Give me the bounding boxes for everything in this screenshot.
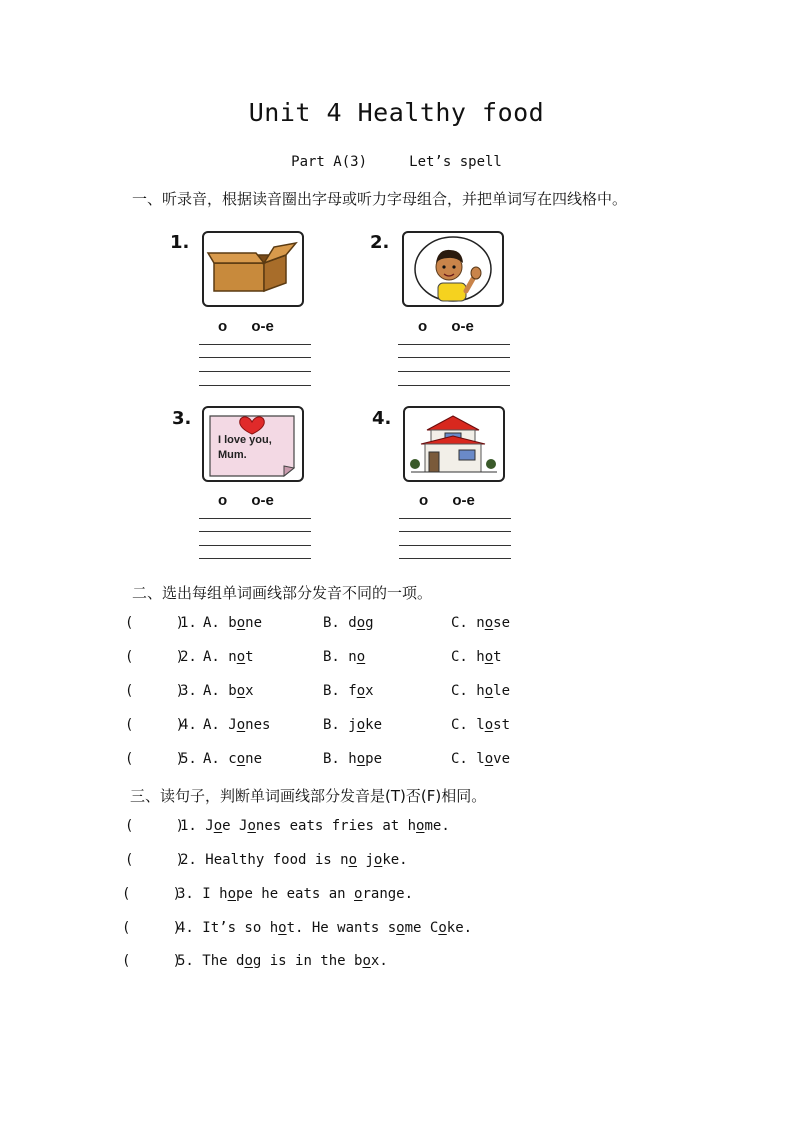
choice-b[interactable] <box>323 615 374 631</box>
boy-picture <box>402 231 504 307</box>
sentence-text: t. He wants s <box>286 920 397 936</box>
item4-option-oe[interactable]: o-e <box>452 492 475 509</box>
underlined-letter: o <box>236 683 246 699</box>
question-number: 3. <box>180 683 197 699</box>
underlined-letter: o <box>236 615 246 631</box>
sentence-text: pe he eats an <box>236 886 355 902</box>
underlined-letter: o <box>236 649 246 665</box>
underlined-letter: o <box>484 717 494 733</box>
choice-label: B. <box>323 683 349 699</box>
sentence-text: g is in the b <box>252 953 363 969</box>
choice-c[interactable] <box>451 751 510 767</box>
box-picture <box>202 231 304 307</box>
choice-a[interactable] <box>203 615 262 631</box>
item4-option-o[interactable]: o <box>419 492 429 509</box>
underlined-letter: o <box>356 717 366 733</box>
underlined-letter: o <box>278 920 287 936</box>
choice-word: no <box>348 649 366 665</box>
item3-option-o[interactable]: o <box>218 492 228 509</box>
section3-heading: 三、读句子，判断单词画线部分发音是(T)否(F)相同。 <box>130 787 487 805</box>
sentence <box>177 953 388 969</box>
choice-word: nose <box>476 615 511 631</box>
choice-a[interactable] <box>203 717 270 733</box>
underlined-letter: o <box>484 615 494 631</box>
sentence-text: j <box>357 852 374 868</box>
choice-a[interactable] <box>203 751 262 767</box>
note-text: I love you, Mum. <box>218 434 272 461</box>
underlined-letter: o <box>213 818 223 834</box>
answer-blank[interactable]: ( ) <box>125 615 185 631</box>
choice-c[interactable] <box>451 717 510 733</box>
sentence <box>177 886 413 902</box>
choice-word: hole <box>476 683 511 699</box>
question-number: 1. <box>180 615 197 631</box>
choice-a[interactable] <box>203 683 254 699</box>
choice-label: B. <box>323 751 349 767</box>
item4-number: 4. <box>372 408 392 429</box>
choice-label: A. <box>203 751 229 767</box>
answer-blank[interactable]: ( ) <box>125 751 185 767</box>
choice-word: love <box>476 751 511 767</box>
sentence-text: ke. <box>446 920 473 936</box>
section2-heading: 二、选出每组单词画线部分发音不同的一项。 <box>132 584 433 602</box>
underlined-letter: o <box>438 920 447 936</box>
house-picture <box>403 406 505 482</box>
choice-label: A. <box>203 615 229 631</box>
choice-label: A. <box>203 683 229 699</box>
underlined-letter: o <box>244 953 253 969</box>
sentence-text: 1. J <box>180 818 214 834</box>
underlined-letter: o <box>356 683 366 699</box>
choice-word: bone <box>228 615 263 631</box>
choice-label: B. <box>323 649 349 665</box>
sentence <box>180 818 450 834</box>
item2-number: 2. <box>370 232 390 253</box>
sentence-text: me C <box>404 920 439 936</box>
underlined-letter: o <box>416 818 425 834</box>
answer-blank[interactable]: ( ) <box>125 818 185 834</box>
choice-word: box <box>228 683 254 699</box>
choice-b[interactable] <box>323 649 365 665</box>
underlined-letter: o <box>484 683 494 699</box>
underlined-letter: o <box>354 886 363 902</box>
answer-blank[interactable]: ( ) <box>122 920 182 936</box>
underlined-letter: o <box>236 717 246 733</box>
choice-label: B. <box>323 615 349 631</box>
choice-label: C. <box>451 683 477 699</box>
sentence-text: ke. <box>382 852 408 868</box>
choice-word: not <box>228 649 254 665</box>
sentence <box>180 852 408 868</box>
underlined-letter: o <box>396 920 405 936</box>
choice-a[interactable] <box>203 649 254 665</box>
choice-b[interactable] <box>323 717 382 733</box>
box-icon <box>204 233 302 305</box>
answer-blank[interactable]: ( ) <box>122 886 182 902</box>
choice-word: Jones <box>228 717 271 733</box>
choice-c[interactable] <box>451 615 510 631</box>
underlined-letter: o <box>362 953 371 969</box>
choice-word: dog <box>348 615 374 631</box>
underlined-letter: o <box>484 649 494 665</box>
item3-option-oe[interactable]: o-e <box>251 492 274 509</box>
choice-label: C. <box>451 751 477 767</box>
choice-word: lost <box>476 717 511 733</box>
sentence-text: 4. It’s so h <box>177 920 279 936</box>
sentence-text: x. <box>370 953 388 969</box>
answer-blank[interactable]: ( ) <box>125 852 185 868</box>
choice-label: A. <box>203 649 229 665</box>
item3-number: 3. <box>172 408 192 429</box>
item1-option-oe[interactable]: o-e <box>251 318 274 335</box>
underlined-letter: o <box>356 649 366 665</box>
underlined-letter: o <box>373 852 383 868</box>
choice-c[interactable] <box>451 649 502 665</box>
item1-number: 1. <box>170 232 190 253</box>
sentence-text: me. <box>424 818 450 834</box>
choice-label: C. <box>451 649 477 665</box>
sentence-text: 2. Healthy food is n <box>180 852 349 868</box>
item1-option-o[interactable]: o <box>218 318 228 335</box>
sentence-text: 5. The d <box>177 953 245 969</box>
question-number: 2. <box>180 649 197 665</box>
sentence-text: range. <box>362 886 414 902</box>
choice-word: cone <box>228 751 263 767</box>
choice-label: B. <box>323 717 349 733</box>
item2-option-oe[interactable]: o-e <box>451 318 474 335</box>
choice-b[interactable] <box>323 751 382 767</box>
choice-word: fox <box>348 683 374 699</box>
sentence-text: 3. I h <box>177 886 228 902</box>
choice-word: hope <box>348 751 383 767</box>
page-subtitle: Part A(3) Let’s spell <box>291 154 502 170</box>
underlined-letter: o <box>227 886 237 902</box>
underlined-letter: o <box>236 751 246 767</box>
answer-blank[interactable]: ( ) <box>125 683 185 699</box>
boy-icon <box>404 233 502 305</box>
underlined-letter: o <box>356 615 366 631</box>
choice-word: joke <box>348 717 383 733</box>
sentence-text: e J <box>222 818 248 834</box>
sentence-text: nes eats fries at h <box>255 818 417 834</box>
sentence <box>177 920 472 936</box>
choice-word: hot <box>476 649 502 665</box>
choice-c[interactable] <box>451 683 510 699</box>
choice-label: C. <box>451 615 477 631</box>
answer-blank[interactable]: ( ) <box>125 717 185 733</box>
page-title: Unit 4 Healthy food <box>248 98 545 127</box>
choice-b[interactable] <box>323 683 374 699</box>
choice-label: A. <box>203 717 229 733</box>
section1-heading: 一、听录音，根据读音圈出字母或听力字母组合，并把单词写在四线格中。 <box>132 190 628 208</box>
choice-label: C. <box>451 717 477 733</box>
answer-blank[interactable]: ( ) <box>122 953 182 969</box>
answer-blank[interactable]: ( ) <box>125 649 185 665</box>
note-picture <box>202 406 304 482</box>
question-number: 4. <box>180 717 197 733</box>
underlined-letter: o <box>348 852 358 868</box>
question-number: 5. <box>180 751 197 767</box>
underlined-letter: o <box>356 751 366 767</box>
underlined-letter: o <box>484 751 494 767</box>
underlined-letter: o <box>247 818 256 834</box>
house-icon <box>405 408 503 480</box>
item2-option-o[interactable]: o <box>418 318 428 335</box>
